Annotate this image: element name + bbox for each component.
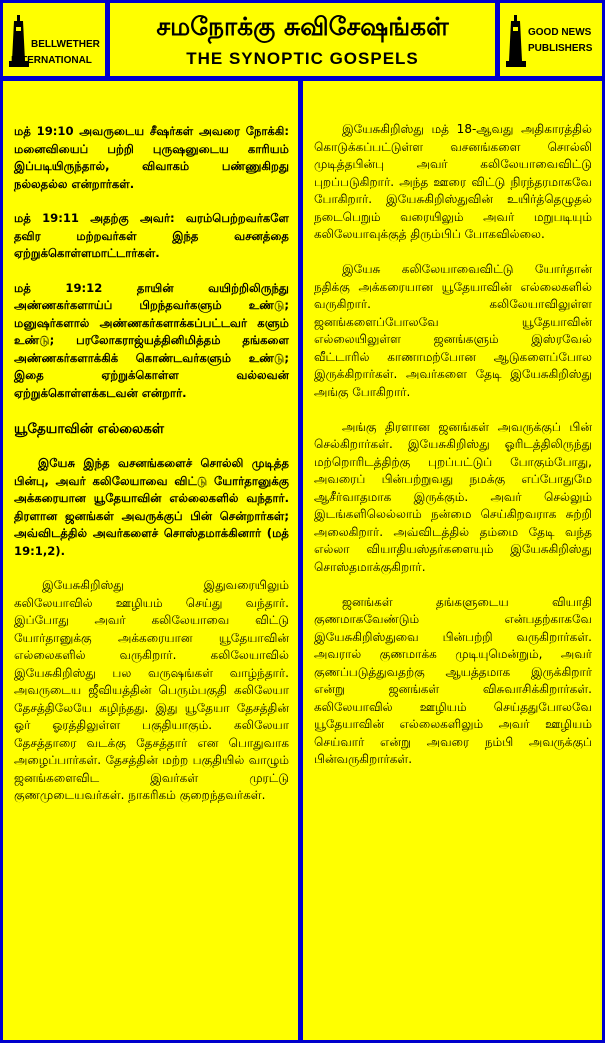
right-paragraph-1: இயேசுகிறிஸ்து மத் 18-ஆவது அதிகாரத்தில் கொடுக்கப்பட்டுள்ள வசனங்களை சொல்லி முடித்தபின்பு அவர் கலிலேயாவைவிட்டு புறப்படுகிறார். அந்த ஊரை விட்டு நிரந்தரமாகவே போகிறார். இயேசுகிறிஸ்துவின் உயிர்த்தெழுதல் நடைபெறும் வரையிலும் அவர் மறுபடியும் கலிலேயாவுக்குத் திரும்பிப் போகவில்லை. [314, 122, 592, 241]
right-column [303, 81, 602, 1040]
section-heading: யூதேயாவின் எல்லைகள் [14, 421, 165, 437]
good-news-logo-box [500, 3, 602, 76]
good-news-logo [506, 15, 600, 71]
verse-mat-19-11: மத் 19:11 அதற்கு அவர்: வரம்பெற்றவர்களே தவிர மற்றவர்கள் இந்த வசனத்தை ஏற்றுக்கொள்ளமாட்டார்கள். [14, 211, 289, 260]
bellwether-logo-line1: BELLWETHER [31, 39, 100, 50]
right-paragraph-3: அங்கு திரளான ஜனங்கள் அவருக்குப் பின் செல்கிறார்கள். இயேசுகிறிஸ்து ஓரிடத்திலிருந்து மற்றொரிடத்திற்கு புறப்பட்டுப் போகும்போது, அவரைப் பின்பற்றுவது நமக்கு எப்போதுமே ஆசீர்வாதமாக இருக்கும். அவர் செல்லும் இடங்களிலெல்லாம் நன்மை செய்கிறவராக சுற்றி அலைகிறார். அவ்விடத்தில் தம்மை தேடி வந்த எல்லா வியாதியஸ்தர்களையும் இயேசுகிறிஸ்து சொஸ்தமாக்குகிறார். [314, 419, 592, 574]
title-english: THE SYNOPTIC GOSPELS [186, 49, 419, 68]
bellwether-logo-box [3, 3, 105, 76]
left-paragraph-1: இயேசுகிறிஸ்து இதுவரையிலும் கலிலேயாவில் ஊழியம் செய்து வந்தார். இப்போது அவர் கலிலேயாவை விட்டு யோர்தானுக்கு அக்கரையான யூதேயாவின் எல்லைகளில் வருகிறார். கலிலேயாவில் இயேசுகிறிஸ்து பல வருஷங்கள் வாழ்ந்தார். அவருடைய ஜீவியத்தின் பெரும்பகுதி கலிலேயா தேசத்திலேயே கழிந்தது. இது யூதேயா தேசத்தின் ஓர் ஓரத்திலுள்ள பகுதியாகும். கலிலேயா தேசத்தாரை வடக்கு தேசத்தார் என பொதுவாக அழைப்பார்கள். தேசத்தின் மற்ற பகுதியில் வாழும் ஜனங்களைவிட இவர்கள் முரட்டு குணமுடையவர்கள். நாகரிகம் குறைந்தவர்கள். [14, 578, 289, 802]
bellwether-logo [9, 15, 103, 71]
left-column [3, 81, 298, 1040]
verse-mat-19-12: மத் 19:12 தாயின் வயிற்றிலிருந்து அண்ணகர்களாய்ப் பிறந்தவர்களும் உண்டு; மனுஷர்களால் அண்ணகர்களாக்கப்பட்டவர் களும் உண்டு; பரலோகராஜ்யத்தினிமித்தம் தங்களை அண்ணகர்களாக்கிக் கொண்டவர்களும் உண்டு; இதை ஏற்றுக்கொள்ள வல்லவன் ஏற்றுக்கொள்ளக்கடவன் என்றார். [14, 280, 289, 400]
good-news-logo-line2: PUBLISHERS [528, 43, 593, 54]
verse-mat-19-10: மத் 19:10 அவருடைய சீஷர்கள் அவரை நோக்கி: மனைவியைப் பற்றி புருஷனுடைய காரியம் இப்படியிருந்தால், விவாகம் பண்ணுகிறது நல்லதல்ல என்றார்கள். [14, 124, 289, 191]
right-paragraph-4: ஜனங்கள் தங்களுடைய வியாதி குணமாகவேண்டும் என்பதற்காகவே இயேசுகிறிஸ்துவை பின்பற்றி வருகிறார்கள். அவரால் குணமாக்க முடியுமென்றும், அவர் குணப்படுத்துவதற்கு ஆயத்தமாக இருக்கிறார் என்று ஜனங்கள் விசுவாசிக்கிறார்கள். கலிலேயாவில் ஊழியம் செய்ததுபோலவே யூதேயாவின் எல்லைகளிலும் அவர் ஊழியம் செய்வார் என்று அவரை நம்பி அவருக்குப் பின்வருகிறார்கள். [314, 594, 592, 766]
good-news-logo-line1: GOOD NEWS [528, 27, 592, 38]
bellwether-logo-line2: INTERNATIONAL [11, 55, 92, 66]
verse-mat-19-1-2: இயேசு இந்த வசனங்களைச் சொல்லி முடித்த பின்பு, அவர் கலிலேயாவை விட்டு யோர்தானுக்கு அக்கரையான யூதேயாவின் எல்லைகளில் வந்தார். திரளான ஜனங்கள் அவருக்குப் பின் சென்றார்கள்; அவ்விடத்தில் அவர்களைச் சொஸ்தமாக்கினார் (மத் 19:1,2). [14, 456, 289, 558]
right-paragraph-2: இயேசு கலிலேயாவைவிட்டு யோர்தான் நதிக்கு அக்கரையான யூதேயாவின் எல்லைகளில் வருகிறார். கலிலேயாவிலுள்ள ஜனங்களைப்போலவே யூதேயாவின் எல்லையிலுள்ள ஜனங்களும் இஸ்ரவேல் வீட்டாரில் காணாமற்போன ஆடுகளைப்போல இருக்கிறார்கள். அவர்களை தேடி இயேசுகிறிஸ்து அங்கு போகிறார். [314, 262, 592, 399]
title-box [110, 3, 495, 76]
good-news-tower-icon [506, 15, 528, 71]
title-tamil: சமநோக்கு சுவிசேஷங்கள் [156, 12, 449, 41]
